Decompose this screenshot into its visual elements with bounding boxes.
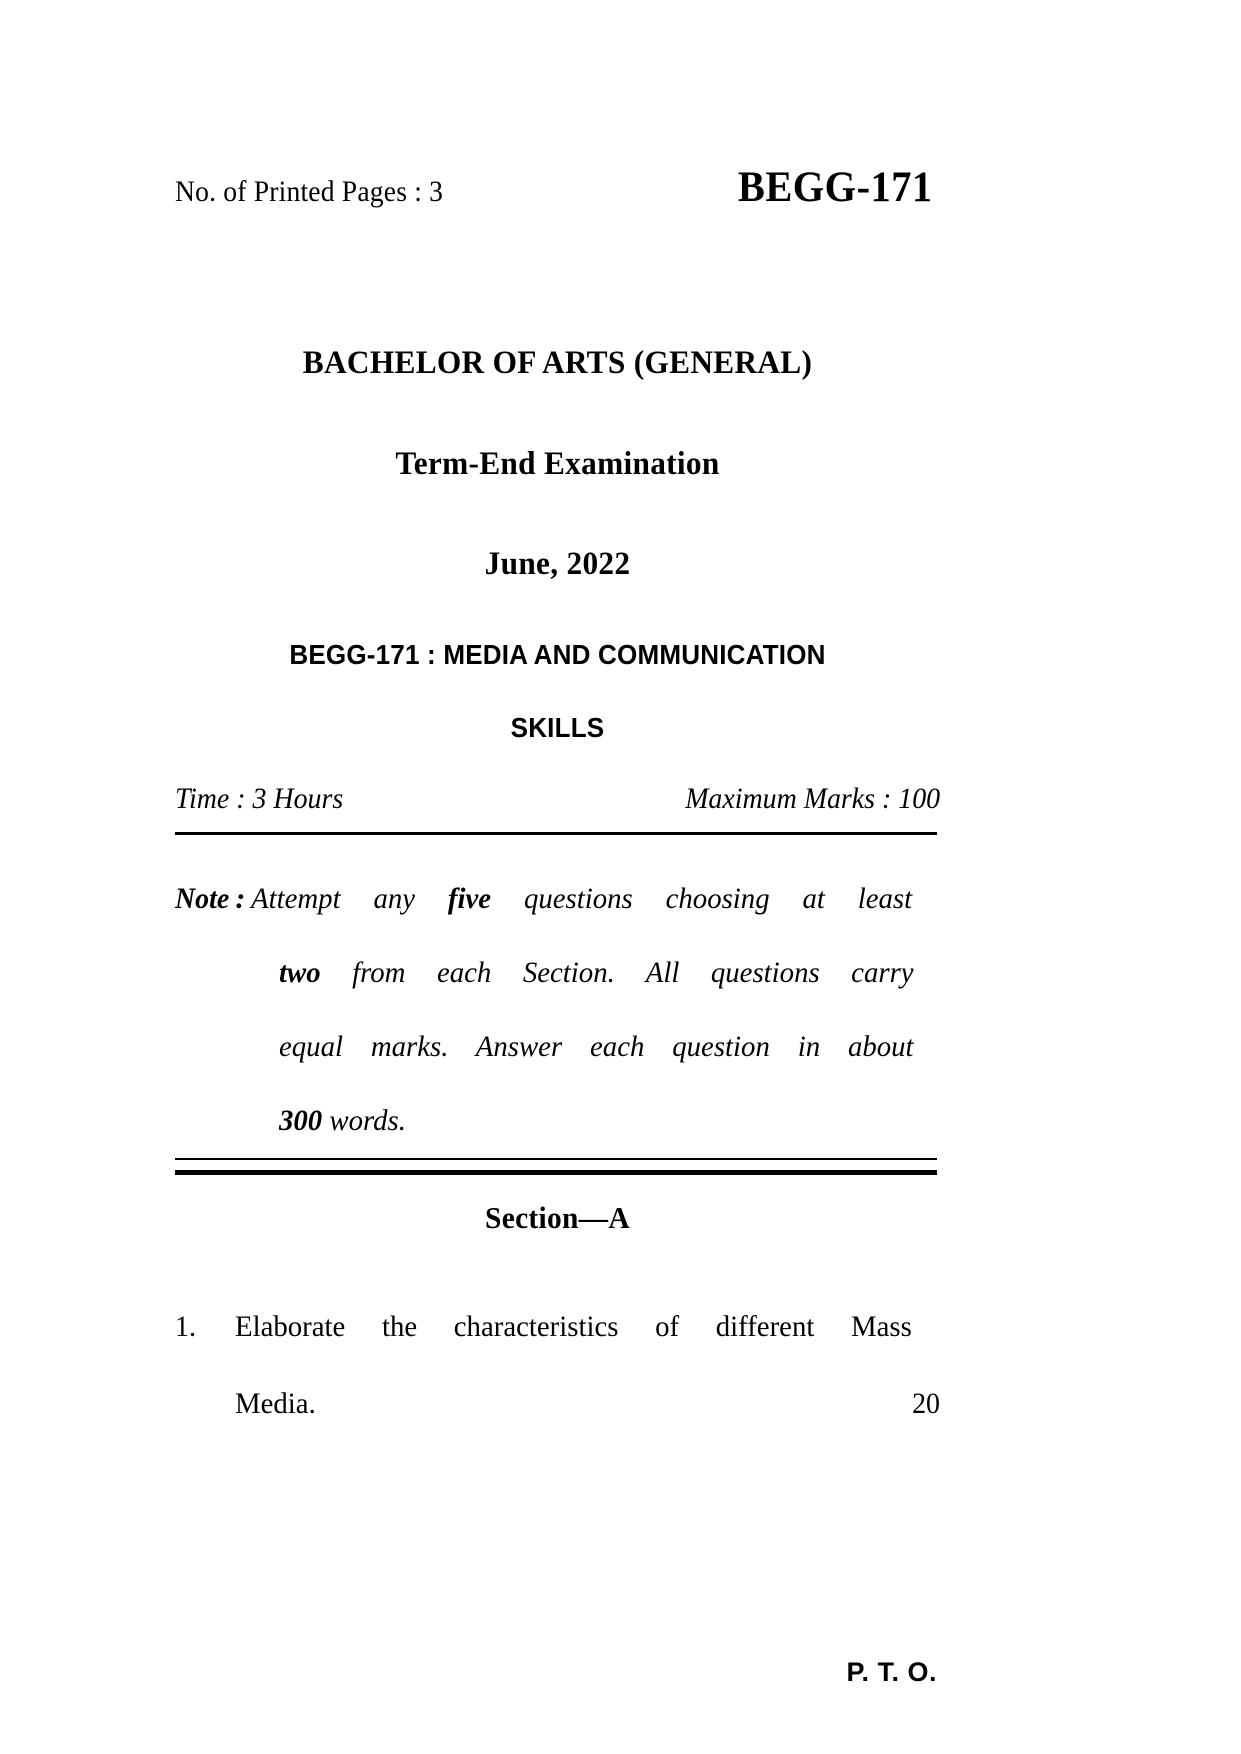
note-line-2-text: from each Section. All questions carry (320, 956, 914, 989)
note-line-3: equal marks. Answer each question in about (279, 1030, 914, 1063)
note-label: Note (175, 882, 230, 915)
subject-title-line-1: BEGG-171 : MEDIA AND COMMUNICATION (289, 639, 826, 670)
title-block (175, 345, 940, 742)
degree-title: BACHELOR OF ARTS (GENERAL) (302, 345, 813, 381)
exam-meta-row (175, 782, 940, 816)
note-emphasis-five: five (448, 882, 492, 915)
note-emphasis-300: 300 (279, 1104, 323, 1137)
exam-title: Term-End Examination (395, 446, 720, 482)
question-marks: 20 (912, 1387, 940, 1420)
note-line-2 (279, 936, 914, 1010)
section-a-heading: Section—A (485, 1200, 630, 1235)
subject-title-line-2: SKILLS (510, 712, 605, 743)
meta-divider-rule (175, 832, 937, 835)
question-text-line-2: Media. (235, 1387, 316, 1420)
note-text-b: questions choosing at least (491, 882, 913, 915)
note-text-a: Attempt any (251, 882, 449, 915)
page-header (175, 163, 940, 212)
note-line-4-text: words. (322, 1104, 406, 1137)
question-item-1-line-1 (175, 1288, 940, 1365)
note-emphasis-two: two (279, 956, 321, 989)
maximum-marks: Maximum Marks : 100 (685, 782, 940, 815)
time-allowed: Time : 3 Hours (175, 782, 344, 815)
question-text-line-1: Elaborate the characteristics of different Mass (235, 1310, 912, 1343)
note-line-4 (279, 1084, 914, 1158)
note-colon: : (235, 882, 246, 915)
page-turn-over-label: P. T. O. (846, 1657, 937, 1687)
section-divider-double-rule (175, 1158, 937, 1175)
question-list (175, 1288, 940, 1442)
printed-pages-label: No. of Printed Pages : 3 (175, 175, 444, 208)
question-number: 1. (175, 1310, 196, 1343)
note-line-1 (175, 862, 940, 936)
question-item-1-line-2 (235, 1365, 940, 1442)
course-code-label: BEGG-171 (737, 164, 933, 211)
exam-session: June, 2022 (484, 546, 631, 582)
note-line-1-text (251, 862, 912, 936)
instructions-note (175, 862, 940, 1158)
